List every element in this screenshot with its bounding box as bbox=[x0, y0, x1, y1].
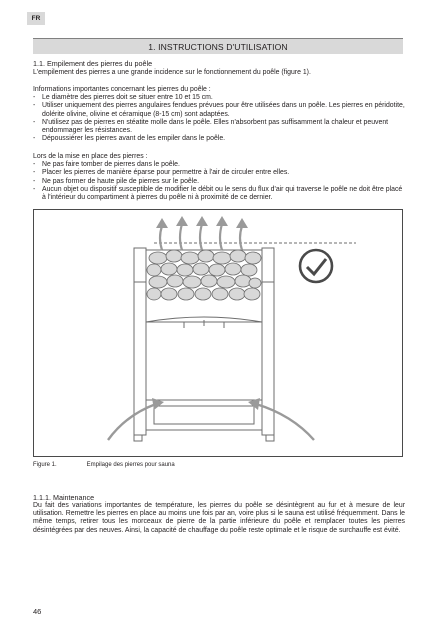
list-item: - Ne pas faire tomber de pierres dans le poêle. bbox=[33, 161, 405, 169]
subsection-intro: L'empilement des pierres a une grande incidence sur le fonctionnement du poêle (figure 1). bbox=[33, 69, 311, 76]
right-side-panel bbox=[262, 282, 274, 435]
check-icon bbox=[300, 250, 332, 282]
stove-base bbox=[146, 400, 262, 430]
stone-info-list bbox=[33, 94, 405, 143]
maintenance-heading: 1.1.1. Maintenance bbox=[33, 493, 95, 502]
section-title-bar bbox=[33, 38, 403, 54]
list-item: - Dépoussiérer les pierres avant de les empiler dans le poêle. bbox=[33, 135, 405, 143]
stones-pile bbox=[147, 250, 261, 300]
placement-list bbox=[33, 161, 405, 202]
figure-caption-text: Empilage des pierres pour sauna bbox=[86, 462, 175, 468]
right-upper-panel bbox=[262, 248, 274, 282]
figure-stove-illustration bbox=[33, 209, 403, 457]
stove-body bbox=[146, 317, 262, 400]
list-item: - N'utilisez pas de pierres en stéatite molle dans le poêle. Elles n'absorbent pas suffisamment la chaleur et peuvent endommager les résistances. bbox=[33, 119, 405, 135]
list-item: - Le diamètre des pierres doit se situer entre 10 et 15 cm. bbox=[33, 94, 405, 102]
figure-number: Figure 1. bbox=[33, 462, 57, 468]
list-item: - Aucun objet ou dispositif susceptible de modifier le débit ou le sens du flux d'air qui traverse le poêle ne doit être placé à l'intérieur du compartiment à pierres du poêle ni à proximité de ce dernier. bbox=[33, 186, 405, 202]
heat-arrows bbox=[160, 224, 242, 250]
stove-drawing bbox=[34, 210, 404, 458]
list-item: - Utiliser uniquement des pierres angulaires fendues prévues pour être utilisées dans un poêle. Les pierres en péridotite, dolérite olivine, olivine et céramique (8-15 cm) sont adaptées. bbox=[33, 102, 405, 118]
placement-intro: Lors de la mise en place des pierres : bbox=[33, 153, 148, 160]
language-tab: FR bbox=[27, 12, 45, 25]
maintenance-body: Du fait des variations importantes de température, les pierres du poêle se désintègrent au fur et à mesure de leur utilisation. Remettre les pierres en place au moins une fois par an, voire plus si le sauna est utilisé fréquemment. Dans le même temps, retirer tous les morceaux de pierre de la partie inférieure du poêle et remplacer toutes les pierres désintégrées par des neuves. Ainsi, la capacité de chauffage du poêle reste optimale et le risque de surchauffe est évité. bbox=[33, 502, 405, 534]
placement-block bbox=[33, 153, 405, 202]
page-number: 46 bbox=[33, 607, 42, 616]
list-item: - Placer les pierres de manière éparse pour permettre à l'air de circuler entre elles. bbox=[33, 169, 405, 177]
list-item: - Ne pas former de haute pile de pierres sur le poêle. bbox=[33, 178, 405, 186]
section-title: 1. INSTRUCTIONS D'UTILISATION bbox=[148, 41, 288, 52]
left-upper-panel bbox=[134, 248, 146, 282]
figure-caption bbox=[33, 462, 175, 468]
subsection-heading: 1.1. Empilement des pierres du poêle bbox=[33, 59, 153, 68]
stone-info-intro: Informations importantes concernant les pierres du poêle : bbox=[33, 86, 211, 93]
stone-info-block bbox=[33, 86, 405, 143]
